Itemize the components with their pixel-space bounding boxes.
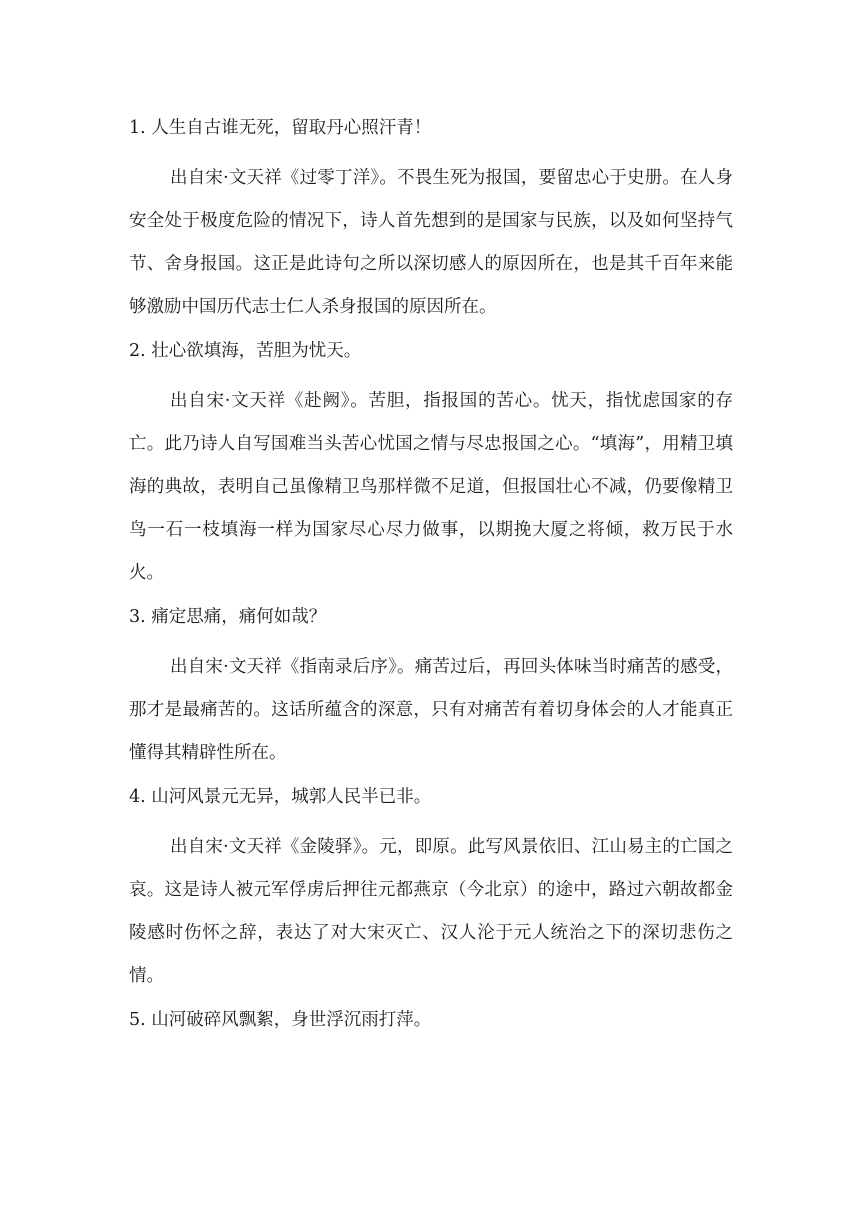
quote-heading-4: 4. 山河风景元无异，城郭人民半已非。 — [129, 787, 432, 807]
document-content — [129, 112, 733, 1049]
quote-heading-3: 3. 痛定思痛，痛何如哉？ — [129, 607, 327, 627]
quote-heading-5: 5. 山河破碎风飘絮，身世浮沉雨打萍。 — [129, 1010, 432, 1030]
quote-explanation-1: 出自宋·文天祥《过零丁洋》。不畏生死为报国，要留忠心于史册。在人身安全处于极度危险的情况下，诗人首先想到的是国家与民族，以及如何坚持气节、舍身报国。这正是此诗句之所以深切感人的原因所在，也是其千百年来能够激励中国历代志士仁人杀身报国的原因所在。 — [129, 168, 733, 317]
quote-heading-1: 1. 人生自古谁无死，留取丹心照汗青！ — [129, 118, 432, 138]
quote-heading-2: 2. 壮心欲填海，苦胆为忧天。 — [129, 341, 362, 361]
quote-explanation-4: 出自宋·文天祥《金陵驿》。元，即原。此写风景依旧、江山易主的亡国之哀。这是诗人被元军俘虏后押往元都燕京（今北京）的途中，路过六朝故都金陵感时伤怀之辞，表达了对大宋灭亡、汉人沦于元人统治之下的深切悲伤之情。 — [129, 837, 733, 986]
quote-explanation-2: 出自宋·文天祥《赴阙》。苦胆，指报国的苦心。忧天，指忧虑国家的存亡。此乃诗人自写国难当头苦心忧国之情与尽忠报国之心。“填海”，用精卫填海的典故，表明自己虽像精卫鸟那样微不足道，但报国壮心不减，仍要像精卫鸟一石一枝填海一样为国家尽心尽力做事，以期挽大厦之将倾，救万民于水火。 — [129, 391, 733, 583]
quote-explanation-3: 出自宋·文天祥《指南录后序》。痛苦过后，再回头体味当时痛苦的感受，那才是最痛苦的。这话所蕴含的深意，只有对痛苦有着切身体会的人才能真正懂得其精辟性所在。 — [129, 657, 733, 763]
